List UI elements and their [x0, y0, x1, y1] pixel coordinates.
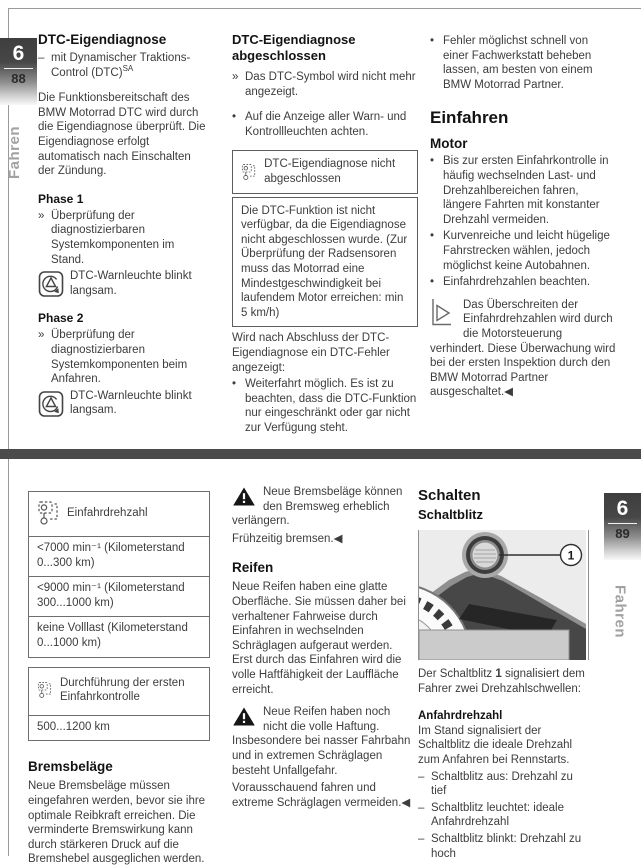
table-header-label: Durchführung der ersten Einfahrkontrolle: [59, 676, 185, 704]
dtc-warning-lamp-icon: [38, 270, 64, 298]
hint-triangle-icon: [430, 299, 456, 327]
page88-top-edge: [8, 8, 641, 9]
arrow-marker: »: [232, 71, 239, 83]
consequence-item: • Weiterfahrt möglich. Es ist zu beachten, dass die DTC-Funktion nur eingeschränkt oder gar nicht zur Verfügung steht.: [232, 378, 417, 434]
section-title: DTC-Eigendiagnose: [38, 32, 167, 47]
table-header: [29, 668, 209, 715]
warning-text: Neue Reifen haben noch nicht die volle Haftung. Insbesondere bei nasser Fahrbahn und in extremen Schräglagen besteht Unfallgefahr.: [232, 706, 411, 777]
motor-subsection-title: Motor: [430, 136, 468, 152]
hint-note: [430, 298, 616, 400]
chapter-number: 6: [616, 497, 629, 520]
page89-left-edge: [8, 459, 9, 856]
dash-marker: –: [418, 770, 425, 783]
chapter-section-title: Einfahren: [430, 108, 509, 128]
shiftlight-subsection-title: Schaltblitz: [418, 507, 484, 522]
section-title: DTC-Eigendiagnose abgeschlossen: [232, 32, 356, 63]
chapter-tab-89: [604, 493, 641, 560]
dash-marker: –: [418, 832, 425, 845]
phase1-title: Phase 1: [38, 191, 84, 206]
launch-rpm-paragraph: Im Stand signalisiert der Schaltblitz die ideale Drehzahl zum Anfahren bei Rennstarts.: [418, 724, 573, 766]
shiftlight-state-item: – Schaltblitz blinkt: Drehzahl zu hoch: [418, 832, 582, 860]
page89-column-3: [418, 487, 590, 861]
table-row: keine Volllast (Kilometerstand 0...1000 km): [29, 616, 209, 656]
result-item: » Das DTC-Symbol wird nicht mehr angezeigt.: [232, 71, 416, 98]
dash-marker: –: [418, 801, 425, 814]
warning-action: Vorausschauend fahren und extreme Schräglagen vermeiden.◀: [232, 782, 411, 809]
callout-reference: 1: [495, 668, 502, 680]
page-number: 88: [11, 71, 26, 86]
shiftlight-state-item: – Schaltblitz aus: Drehzahl zu tief: [418, 770, 573, 798]
table-row: <9000 min⁻¹ (Kilometerstand 300...1000 km): [29, 576, 209, 616]
hint-text: Das Überschreiten der Einfahrdrehzahlen wird durch die Motorsteuerung verhindert. Diese Überwachung wird bei der ersten Inspektion durch den BMW Motorrad Partner ausgeschaltet.◀: [430, 298, 616, 399]
spec-icon: [37, 677, 52, 703]
chapter-number: 6: [12, 42, 25, 65]
phase1-item: » Überprüfung der diagnostizierbaren Systemkomponenten im Stand.: [38, 209, 175, 266]
shiftlight-state-item: – Schaltblitz leuchtet: ideale Anfahrdrehzahl: [418, 801, 564, 829]
page88-column-3: [430, 32, 616, 400]
figure-caption: Der Schaltblitz 1 signalisiert dem Fahrer zwei Drehzahlschwellen:: [418, 668, 585, 695]
shift-section-title: Schalten: [418, 487, 481, 504]
bullet-marker: •: [430, 276, 435, 289]
first-inspection-table: [28, 667, 210, 742]
tires-section-title: Reifen: [232, 560, 274, 576]
instrument-cluster-illustration: [419, 530, 586, 660]
spec-icon: [37, 500, 59, 526]
run-in-item: • Kurvenreiche und leicht hügelige Fahrstrecken wählen, jedoch möglichst keine Autobahnen.: [430, 230, 610, 272]
run-in-item: • Einfahrdrehzahlen beachten.: [430, 276, 591, 289]
sa-superscript: SA: [122, 63, 134, 73]
table-row: 500...1200 km: [29, 715, 209, 741]
phase1-lamp-note: DTC-Warnleuchte blinkt langsam.: [38, 269, 210, 298]
chapter-tab-88: [0, 38, 37, 105]
bullet-marker: •: [232, 378, 237, 391]
equipment-qualifier: [38, 51, 210, 80]
qualifier-text: mit Dynamischer Traktions-Control (DTC): [51, 52, 191, 79]
spec-icon: [241, 159, 256, 185]
dash-marker: –: [38, 52, 45, 64]
tires-paragraph: Neue Reifen haben eine glatte Oberfläche. Sie müssen daher bei verhaltener Fahrweise durch Einfahren in wechselnden Schräglagen aufgeraut werden. Erst durch das Einfahren wird die volle Haftfähigkeit der Lauffläche erreicht.: [232, 581, 406, 696]
bullet-marker: •: [430, 35, 435, 47]
table-header: [29, 492, 209, 536]
warning-note: [232, 485, 416, 529]
chapter-side-label: Fahren: [611, 585, 629, 639]
brakes-section-title: Bremsbeläge: [28, 759, 113, 775]
run-in-speed-table: [28, 491, 210, 658]
table-header-label: Einfahrdrehzahl: [67, 506, 148, 519]
bullet-marker: •: [430, 230, 435, 243]
chapter-side-label: Fahren: [6, 126, 23, 180]
repair-item: • Fehler möglichst schnell von einer Fachwerkstatt beheben lassen, am besten von einem BMW Motorrad Partner.: [430, 35, 593, 91]
arrow-marker: »: [38, 329, 45, 342]
page-number: 89: [615, 526, 630, 541]
bullet-marker: •: [232, 111, 237, 124]
warning-action: Frühzeitig bremsen.◀: [232, 532, 343, 545]
phase2-lamp-note: DTC-Warnleuchte blinkt langsam.: [38, 389, 210, 418]
dtc-warning-lamp-icon: [38, 390, 64, 418]
intro-paragraph: Die Funktionsbereitschaft des BMW Motorrad DTC wird durch die Eigendiagnose überprüft. Die Eigendiagnose erfolgt automatisch nach Einschalten der Zündung.: [38, 92, 206, 178]
shift-light-figure: [418, 530, 589, 660]
warning-note: [232, 705, 416, 778]
page89-column-2: [232, 485, 416, 810]
page88-column-2: [232, 32, 418, 435]
indicator-box-body: Die DTC-Funktion ist nicht verfügbar, da die Eigendiagnose nicht abgeschlossen wurde. (Zur Überprüfung der Radsensoren muss das Motorrad eine Mindestgeschwindigkeit bei laufendem Motor erreichen: min 5 km/h): [232, 197, 418, 328]
warning-text: Neue Bremsbeläge können den Bremsweg erheblich verlängern.: [232, 486, 403, 528]
figure-callout-label: 1: [567, 548, 575, 563]
warning-triangle-icon: [232, 486, 256, 507]
arrow-marker: »: [38, 209, 45, 222]
page88-column-1: [38, 32, 210, 418]
launch-rpm-title: Anfahrdrehzahl: [418, 710, 503, 723]
bullet-marker: •: [430, 155, 435, 168]
table-row: <7000 min⁻¹ (Kilometerstand 0...300 km): [29, 536, 209, 576]
indicator-box-label: DTC-Eigendiagnose nicht abgeschlossen: [232, 150, 418, 193]
after-box-paragraph: Wird nach Abschluss der DTC-Eigendiagnose ein DTC-Fehler angezeigt:: [232, 332, 390, 374]
action-item: • Auf die Anzeige aller Warn- und Kontrollleuchten achten.: [232, 111, 407, 138]
phase2-item: » Überprüfung der diagnostizierbaren Systemkomponenten beim Anfahren.: [38, 329, 188, 386]
page89-column-1: [28, 491, 210, 867]
phase2-title: Phase 2: [38, 311, 84, 326]
page-divider-bar: [0, 449, 641, 459]
warning-triangle-icon: [232, 706, 256, 727]
run-in-item: • Bis zur ersten Einfahrkontrolle in häufig wechselnden Last- und Drehzahlbereichen fahren, längere Fahrten mit konstanter Drehzahl vermeiden.: [430, 155, 609, 226]
brakes-paragraph: Neue Bremsbeläge müssen eingefahren werden, bevor sie ihre optimale Reibkraft erreichen. Die verminderte Bremswirkung kann durch stärkeren Druck auf die Bremshebel ausgeglichen werden.: [28, 780, 206, 866]
